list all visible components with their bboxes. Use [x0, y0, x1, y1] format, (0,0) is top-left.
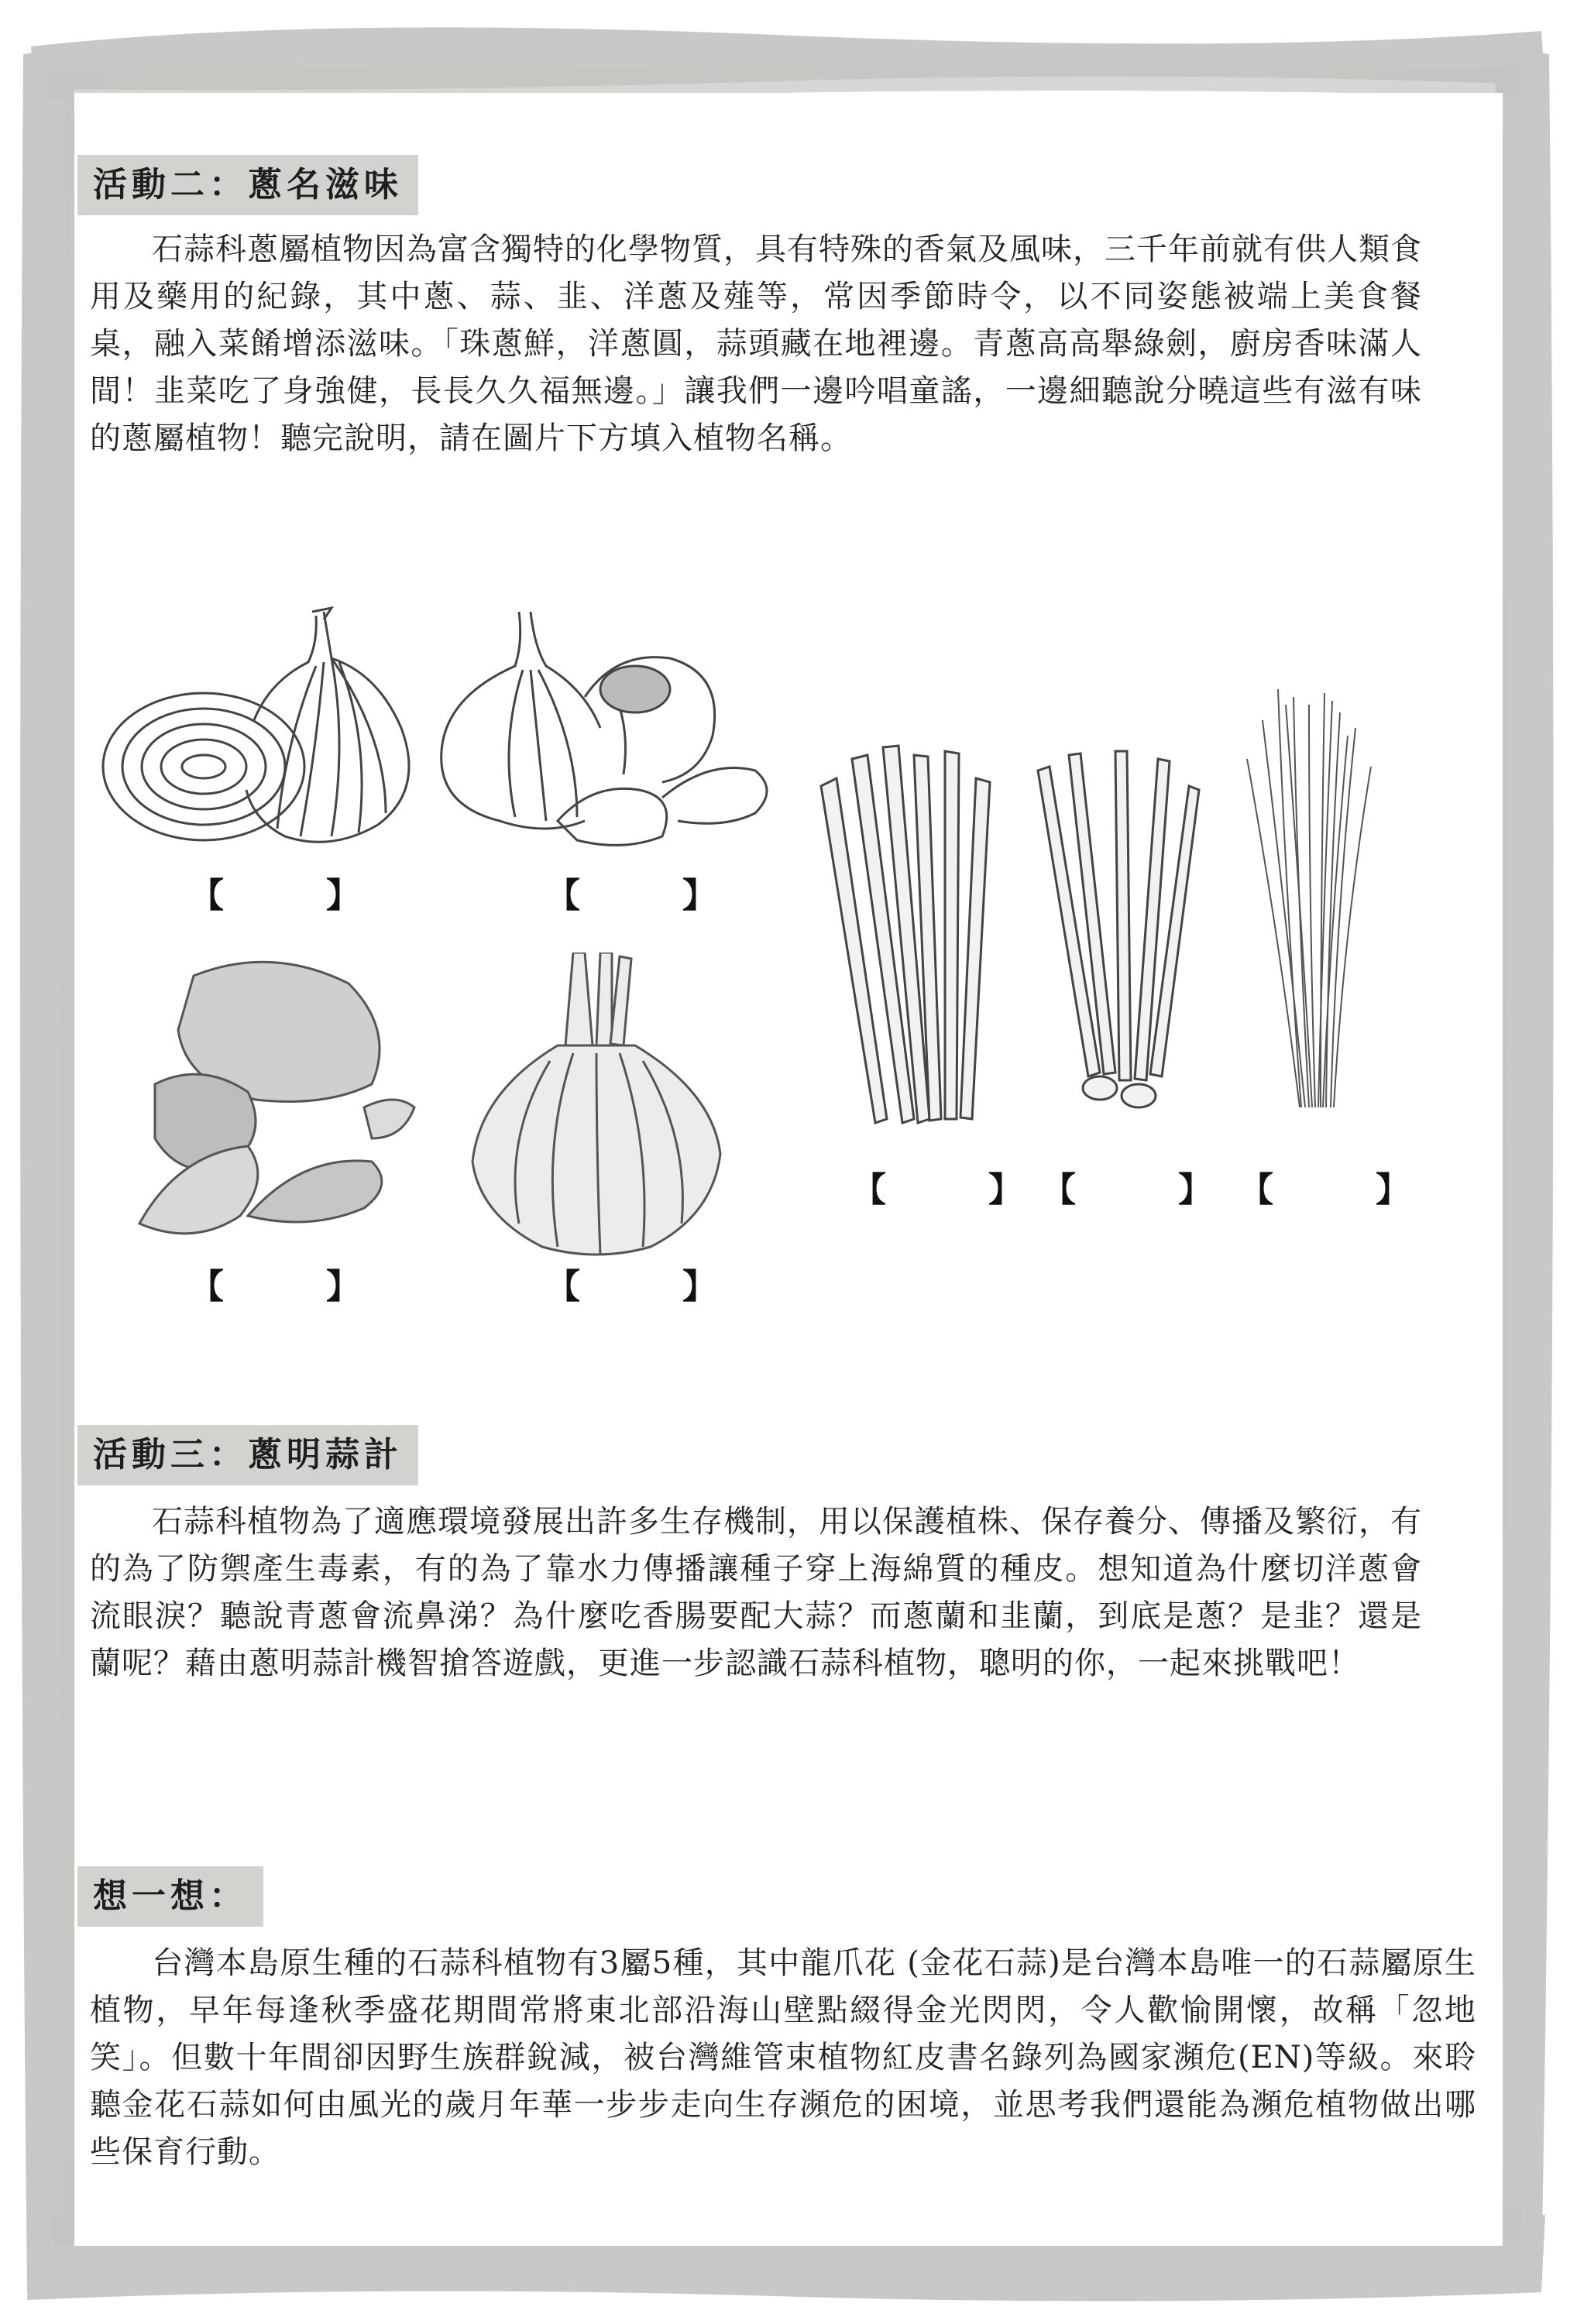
answer-blank-garlic-bulb[interactable]: 【 】: [546, 876, 716, 915]
answer-blank-garlic-cloves[interactable]: 【 】: [190, 1267, 360, 1306]
activity2-body: [90, 226, 1422, 462]
garlic-cloves-icon: [132, 953, 418, 1255]
think-body-text: 台灣本島原生種的石蒜科植物有3屬5種，其中龍爪花 (金花石蒜)是台灣本島唯一的石蒜屬原生植物，早年每逢秋季盛花期間常將東北部沿海山壁點綴得金光閃閃，令人歡愉開懷，故稱「忽地笑」。但數十年間卻因野生族群銳減，被台灣維管束植物紅皮書名錄列為國家瀕危(EN)等級。來聆聽金花石蒜如何由風光的歲月年華一步步走向生存瀕危的困境，並思考我們還能為瀕危植物做出哪些保育行動。: [90, 1945, 1476, 2170]
activity3-title: 活動三：蔥明蒜計: [77, 1425, 418, 1485]
chive-icon: [1232, 681, 1386, 1115]
think-body: [90, 1940, 1476, 2176]
activity3-body-text: 石蒜科植物為了適應環境發展出許多生存機制，用以保護植株、保存養分、傳播及繁衍，有的為了防禦產生毒素，有的為了靠水力傳播讓種子穿上海綿質的種皮。想知道為什麼切洋蔥會流眼淚？聽說青蔥會流鼻涕？為什麼吃香腸要配大蒜？而蔥蘭和韭蘭，到底是蔥？是韭？還是蘭呢？藉由蔥明蒜計機智搶答遊戲，更進一步認識石蒜科植物，聰明的你，一起來挑戰吧！: [90, 1504, 1422, 1681]
think-title: 想一想：: [77, 1866, 263, 1927]
answer-blank-spring-garlic[interactable]: 【 】: [546, 1267, 716, 1306]
green-onion-icon: [813, 740, 1015, 1127]
answer-blank-onion[interactable]: 【 】: [190, 876, 360, 915]
answer-blank-chive[interactable]: 【 】: [1239, 1170, 1410, 1210]
activity3-body: [90, 1498, 1422, 1687]
scallion-icon: [1030, 747, 1208, 1119]
answer-blank-green-onion[interactable]: 【 】: [852, 1170, 1022, 1210]
activity2-title: 活動二：蔥名滋味: [77, 155, 418, 215]
activity2-body-text: 石蒜科蔥屬植物因為富含獨特的化學物質，具有特殊的香氣及風味，三千年前就有供人類食用及藥用的紀錄，其中蔥、蒜、韭、洋蔥及薤等，常因季節時令，以不同姿態被端上美食餐桌，融入菜餚增添滋味。「珠蔥鮮，洋蔥圓，蒜頭藏在地裡邊。青蔥高高舉綠劍，廚房香味滿人間！韭菜吃了身強健，長長久久福無邊。」讓我們一邊吟唱童謠，一邊細聽說分曉這些有滋有味的蔥屬植物！聽完說明，請在圖片下方填入植物名稱。: [90, 232, 1422, 456]
spring-garlic-icon: [457, 953, 744, 1262]
answer-blank-scallion[interactable]: 【 】: [1042, 1170, 1212, 1210]
garlic-bulb-icon: [430, 604, 778, 852]
onion-icon: [99, 604, 432, 852]
